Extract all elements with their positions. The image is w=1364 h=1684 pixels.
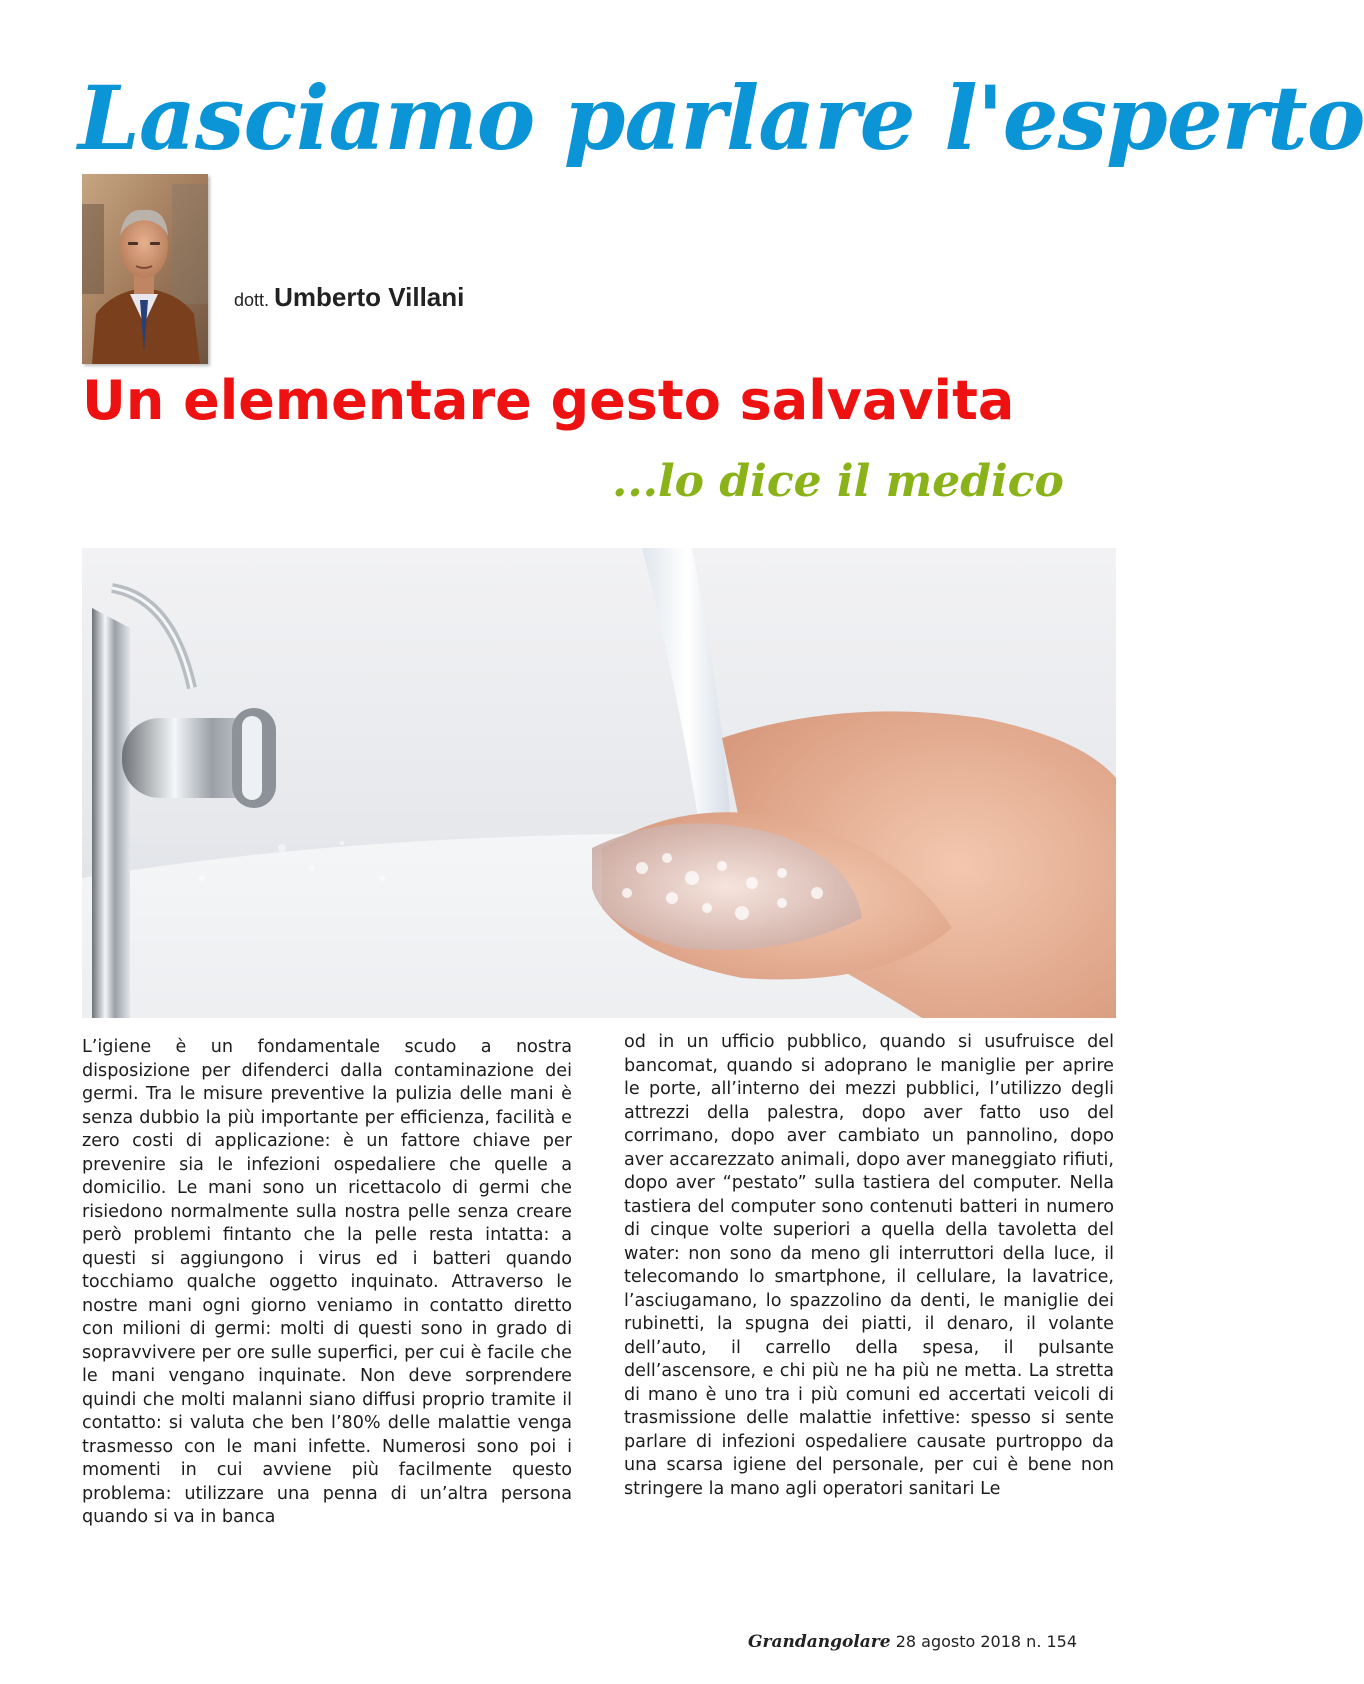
article-subheadline: ...lo dice il medico <box>612 456 1064 507</box>
author-prefix: dott. <box>234 290 270 310</box>
hero-image-handwashing <box>82 548 1116 1018</box>
article-column-right: od in un ufficio pubblico, quando si usufruisce del bancomat, quando si adoprano le maniglie per aprire le porte, all’interno dei mezzi pubblici, l’utilizzo degli attrezzi della palestra, dopo aver fatto uso del corrimano, dopo aver cambiato un pannolino, dopo aver accarezzato animali, dopo aver maneggiato rifiuti, dopo aver “pestato” sulla tastiera del computer. Nella tastiera del computer sono contenuti batteri in numero di cinque volte superiori a quella della tavoletta del water: non sono da meno gli interruttori della luce, il telecomando lo smartphone, il cellulare, la lavatrice, l’asciugamano, lo spazzolino da denti, le maniglie dei rubinetti, la spugna dei piatti, il denaro, il volante dell’auto, il carrello della spesa, il pulsante dell’ascensore, e chi più ne ha più ne metta. La stretta di mano è uno tra i più comuni ed accertati veicoli di trasmissione delle malattie infettive: spesso si sente parlare di infezioni ospedaliere causate purtroppo da una scarsa igiene del personale, per cui è bene non stringere la mano agli operatori sanitari Le <box>624 1032 1114 1499</box>
page-title: Lasciamo parlare l'esperto <box>78 66 1364 170</box>
author-name: Umberto Villani <box>274 282 465 312</box>
author-byline <box>234 282 464 313</box>
page-footer <box>748 1632 1077 1652</box>
article-headline: Un elementare gesto salvavita <box>82 369 1015 432</box>
magazine-name: Grandangolare <box>748 1632 891 1652</box>
issue-info: 28 agosto 2018 n. 154 <box>895 1632 1078 1651</box>
author-photo <box>82 174 208 364</box>
article-column-left: L’igiene è un fondamentale scudo a nostra disposizione per difenderci dalla contaminazione dei germi. Tra le misure preventive la pulizia delle mani è senza dubbio la più importante per efficienza, facilità e zero costi di applicazione: è un fattore chiave per prevenire sia le infezioni ospedaliere che quelle a domicilio. Le mani sono un ricettacolo di germi che risiedono normalmente sulla nostra pelle senza creare però problemi fintanto che la pelle resta intatta: a questi si aggiungono i virus ed i batteri quando tocchiamo qualche oggetto inquinato. Attraverso le nostre mani ogni giorno veniamo in contatto diretto con milioni di germi: molti di questi sono in grado di sopravvivere per ore sulle superfici, per cui è facile che le mani vengano inquinate. Non deve sorprendere quindi che molti malanni siano diffusi proprio tramite il contatto: si valuta che ben l’80% delle malattie venga trasmesso con le mani infette. Numerosi sono poi i momenti in cui avviene più facilmente questo problema: utilizzare una penna di un’altra persona quando si va in banca <box>82 1037 572 1527</box>
